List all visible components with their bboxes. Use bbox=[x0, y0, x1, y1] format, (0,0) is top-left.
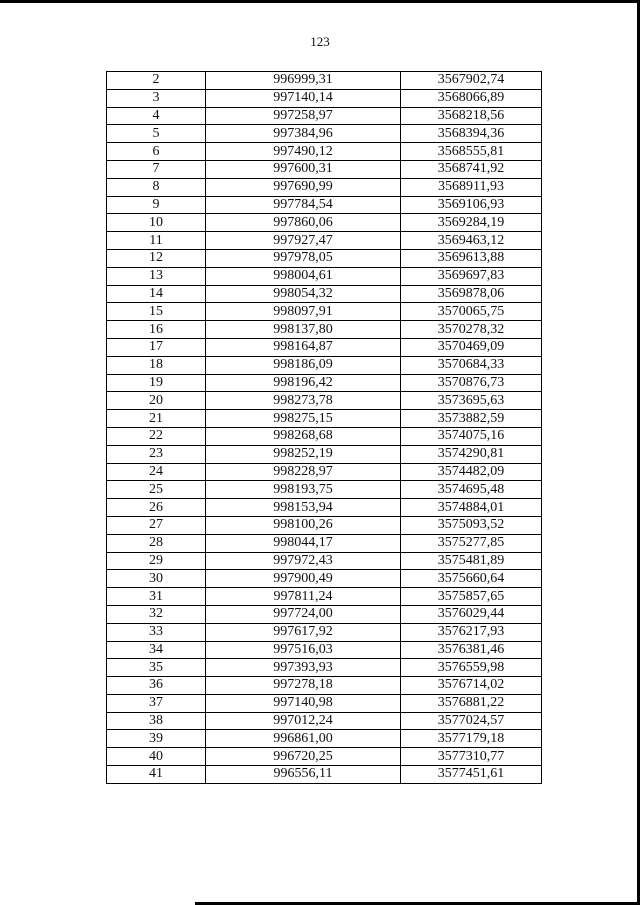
table-row bbox=[107, 338, 542, 356]
point-number-cell: 25 bbox=[107, 481, 206, 499]
coordinates-table bbox=[106, 71, 542, 784]
table-row bbox=[107, 249, 542, 267]
point-number-cell: 12 bbox=[107, 249, 206, 267]
point-number-cell: 13 bbox=[107, 267, 206, 285]
y-coordinate-cell: 3569878,06 bbox=[401, 285, 542, 303]
point-number-cell: 14 bbox=[107, 285, 206, 303]
table-row bbox=[107, 623, 542, 641]
table-row bbox=[107, 267, 542, 285]
table-row bbox=[107, 552, 542, 570]
x-coordinate-cell: 998054,32 bbox=[206, 285, 401, 303]
y-coordinate-cell: 3569463,12 bbox=[401, 232, 542, 250]
table-row bbox=[107, 160, 542, 178]
table-row bbox=[107, 89, 542, 107]
point-number-cell: 10 bbox=[107, 214, 206, 232]
point-number-cell: 33 bbox=[107, 623, 206, 641]
table-row bbox=[107, 748, 542, 766]
x-coordinate-cell: 997900,49 bbox=[206, 570, 401, 588]
coordinates-table-body bbox=[107, 72, 542, 784]
point-number-cell: 17 bbox=[107, 338, 206, 356]
y-coordinate-cell: 3574884,01 bbox=[401, 499, 542, 517]
x-coordinate-cell: 997140,14 bbox=[206, 89, 401, 107]
x-coordinate-cell: 997600,31 bbox=[206, 160, 401, 178]
x-coordinate-cell: 996556,11 bbox=[206, 766, 401, 784]
x-coordinate-cell: 996999,31 bbox=[206, 72, 401, 90]
y-coordinate-cell: 3577179,18 bbox=[401, 730, 542, 748]
table-row bbox=[107, 196, 542, 214]
point-number-cell: 3 bbox=[107, 89, 206, 107]
point-number-cell: 32 bbox=[107, 605, 206, 623]
point-number-cell: 9 bbox=[107, 196, 206, 214]
table-row bbox=[107, 427, 542, 445]
x-coordinate-cell: 998100,26 bbox=[206, 516, 401, 534]
x-coordinate-cell: 997278,18 bbox=[206, 677, 401, 695]
table-row bbox=[107, 445, 542, 463]
x-coordinate-cell: 997516,03 bbox=[206, 641, 401, 659]
x-coordinate-cell: 997490,12 bbox=[206, 143, 401, 161]
y-coordinate-cell: 3569106,93 bbox=[401, 196, 542, 214]
point-number-cell: 7 bbox=[107, 160, 206, 178]
y-coordinate-cell: 3567902,74 bbox=[401, 72, 542, 90]
x-coordinate-cell: 998273,78 bbox=[206, 392, 401, 410]
point-number-cell: 39 bbox=[107, 730, 206, 748]
x-coordinate-cell: 998044,17 bbox=[206, 534, 401, 552]
x-coordinate-cell: 998137,80 bbox=[206, 321, 401, 339]
table-row bbox=[107, 659, 542, 677]
y-coordinate-cell: 3576217,93 bbox=[401, 623, 542, 641]
point-number-cell: 35 bbox=[107, 659, 206, 677]
table-row bbox=[107, 641, 542, 659]
y-coordinate-cell: 3569284,19 bbox=[401, 214, 542, 232]
table-row bbox=[107, 125, 542, 143]
x-coordinate-cell: 997724,00 bbox=[206, 605, 401, 623]
y-coordinate-cell: 3569697,83 bbox=[401, 267, 542, 285]
x-coordinate-cell: 997617,92 bbox=[206, 623, 401, 641]
point-number-cell: 24 bbox=[107, 463, 206, 481]
y-coordinate-cell: 3575093,52 bbox=[401, 516, 542, 534]
table-row bbox=[107, 356, 542, 374]
y-coordinate-cell: 3575857,65 bbox=[401, 588, 542, 606]
x-coordinate-cell: 998228,97 bbox=[206, 463, 401, 481]
x-coordinate-cell: 997690,99 bbox=[206, 178, 401, 196]
table-row bbox=[107, 499, 542, 517]
y-coordinate-cell: 3568911,93 bbox=[401, 178, 542, 196]
x-coordinate-cell: 998275,15 bbox=[206, 410, 401, 428]
table-row bbox=[107, 178, 542, 196]
table-row bbox=[107, 481, 542, 499]
y-coordinate-cell: 3570469,09 bbox=[401, 338, 542, 356]
point-number-cell: 26 bbox=[107, 499, 206, 517]
x-coordinate-cell: 998164,87 bbox=[206, 338, 401, 356]
x-coordinate-cell: 997927,47 bbox=[206, 232, 401, 250]
y-coordinate-cell: 3568394,36 bbox=[401, 125, 542, 143]
y-coordinate-cell: 3568066,89 bbox=[401, 89, 542, 107]
table-row bbox=[107, 712, 542, 730]
y-coordinate-cell: 3576714,02 bbox=[401, 677, 542, 695]
x-coordinate-cell: 997012,24 bbox=[206, 712, 401, 730]
x-coordinate-cell: 996720,25 bbox=[206, 748, 401, 766]
table-row bbox=[107, 321, 542, 339]
x-coordinate-cell: 998186,09 bbox=[206, 356, 401, 374]
x-coordinate-cell: 997393,93 bbox=[206, 659, 401, 677]
x-coordinate-cell: 997972,43 bbox=[206, 552, 401, 570]
table-row bbox=[107, 534, 542, 552]
point-number-cell: 19 bbox=[107, 374, 206, 392]
y-coordinate-cell: 3573882,59 bbox=[401, 410, 542, 428]
point-number-cell: 20 bbox=[107, 392, 206, 410]
point-number-cell: 15 bbox=[107, 303, 206, 321]
table-row bbox=[107, 730, 542, 748]
point-number-cell: 37 bbox=[107, 694, 206, 712]
y-coordinate-cell: 3575660,64 bbox=[401, 570, 542, 588]
y-coordinate-cell: 3576381,46 bbox=[401, 641, 542, 659]
y-coordinate-cell: 3574695,48 bbox=[401, 481, 542, 499]
x-coordinate-cell: 997140,98 bbox=[206, 694, 401, 712]
x-coordinate-cell: 998193,75 bbox=[206, 481, 401, 499]
y-coordinate-cell: 3576029,44 bbox=[401, 605, 542, 623]
page-number: 123 bbox=[310, 34, 330, 49]
x-coordinate-cell: 997784,54 bbox=[206, 196, 401, 214]
point-number-cell: 36 bbox=[107, 677, 206, 695]
x-coordinate-cell: 997384,96 bbox=[206, 125, 401, 143]
point-number-cell: 22 bbox=[107, 427, 206, 445]
y-coordinate-cell: 3577310,77 bbox=[401, 748, 542, 766]
page-border-top bbox=[0, 0, 640, 3]
point-number-cell: 6 bbox=[107, 143, 206, 161]
table-row bbox=[107, 570, 542, 588]
table-row bbox=[107, 605, 542, 623]
point-number-cell: 23 bbox=[107, 445, 206, 463]
x-coordinate-cell: 997811,24 bbox=[206, 588, 401, 606]
x-coordinate-cell: 997258,97 bbox=[206, 107, 401, 125]
table-row bbox=[107, 766, 542, 784]
table-row bbox=[107, 677, 542, 695]
point-number-cell: 30 bbox=[107, 570, 206, 588]
y-coordinate-cell: 3568218,56 bbox=[401, 107, 542, 125]
y-coordinate-cell: 3576881,22 bbox=[401, 694, 542, 712]
x-coordinate-cell: 998097,91 bbox=[206, 303, 401, 321]
table-row bbox=[107, 374, 542, 392]
x-coordinate-cell: 998004,61 bbox=[206, 267, 401, 285]
y-coordinate-cell: 3570065,75 bbox=[401, 303, 542, 321]
y-coordinate-cell: 3574482,09 bbox=[401, 463, 542, 481]
table-row bbox=[107, 107, 542, 125]
y-coordinate-cell: 3573695,63 bbox=[401, 392, 542, 410]
table-row bbox=[107, 143, 542, 161]
point-number-cell: 40 bbox=[107, 748, 206, 766]
table-row bbox=[107, 410, 542, 428]
table-row bbox=[107, 72, 542, 90]
y-coordinate-cell: 3577024,57 bbox=[401, 712, 542, 730]
point-number-cell: 38 bbox=[107, 712, 206, 730]
y-coordinate-cell: 3575481,89 bbox=[401, 552, 542, 570]
y-coordinate-cell: 3574290,81 bbox=[401, 445, 542, 463]
point-number-cell: 34 bbox=[107, 641, 206, 659]
x-coordinate-cell: 998268,68 bbox=[206, 427, 401, 445]
x-coordinate-cell: 998196,42 bbox=[206, 374, 401, 392]
x-coordinate-cell: 997860,06 bbox=[206, 214, 401, 232]
point-number-cell: 2 bbox=[107, 72, 206, 90]
table-row bbox=[107, 463, 542, 481]
y-coordinate-cell: 3570684,33 bbox=[401, 356, 542, 374]
point-number-cell: 4 bbox=[107, 107, 206, 125]
table-row bbox=[107, 392, 542, 410]
y-coordinate-cell: 3575277,85 bbox=[401, 534, 542, 552]
y-coordinate-cell: 3576559,98 bbox=[401, 659, 542, 677]
point-number-cell: 8 bbox=[107, 178, 206, 196]
y-coordinate-cell: 3577451,61 bbox=[401, 766, 542, 784]
x-coordinate-cell: 996861,00 bbox=[206, 730, 401, 748]
y-coordinate-cell: 3568555,81 bbox=[401, 143, 542, 161]
table-row bbox=[107, 303, 542, 321]
point-number-cell: 31 bbox=[107, 588, 206, 606]
point-number-cell: 21 bbox=[107, 410, 206, 428]
table-row bbox=[107, 232, 542, 250]
point-number-cell: 29 bbox=[107, 552, 206, 570]
x-coordinate-cell: 997978,05 bbox=[206, 249, 401, 267]
point-number-cell: 41 bbox=[107, 766, 206, 784]
point-number-cell: 11 bbox=[107, 232, 206, 250]
point-number-cell: 27 bbox=[107, 516, 206, 534]
table-row bbox=[107, 588, 542, 606]
y-coordinate-cell: 3570876,73 bbox=[401, 374, 542, 392]
point-number-cell: 18 bbox=[107, 356, 206, 374]
y-coordinate-cell: 3570278,32 bbox=[401, 321, 542, 339]
table-row bbox=[107, 214, 542, 232]
table-row bbox=[107, 285, 542, 303]
table-row bbox=[107, 516, 542, 534]
point-number-cell: 28 bbox=[107, 534, 206, 552]
y-coordinate-cell: 3568741,92 bbox=[401, 160, 542, 178]
point-number-cell: 5 bbox=[107, 125, 206, 143]
point-number-cell: 16 bbox=[107, 321, 206, 339]
y-coordinate-cell: 3569613,88 bbox=[401, 249, 542, 267]
table-row bbox=[107, 694, 542, 712]
y-coordinate-cell: 3574075,16 bbox=[401, 427, 542, 445]
x-coordinate-cell: 998153,94 bbox=[206, 499, 401, 517]
x-coordinate-cell: 998252,19 bbox=[206, 445, 401, 463]
